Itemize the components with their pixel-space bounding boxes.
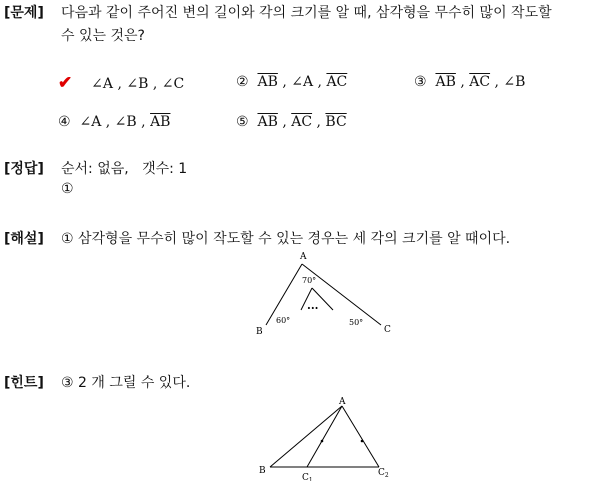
vertex-a: A: [339, 397, 346, 407]
vertex-b: B: [259, 466, 266, 476]
option-5-num: ⑤: [236, 114, 249, 130]
segment-ab: $\overline{AB}$: [150, 114, 171, 130]
angle-b-label: 60°: [276, 316, 291, 325]
vertex-c: C: [384, 325, 391, 335]
segment-ab: $\overline{AB}$: [435, 74, 456, 90]
explanation-text: ① 삼각형을 무수히 많이 작도할 수 있는 경우는 세 각의 크기를 알 때이다.: [61, 231, 511, 247]
hint-triangle-figure: [255, 394, 395, 481]
option-4: ④ ∠A , ∠B , $\overline{AB}$: [58, 114, 171, 130]
hint-tag: [힌트]: [4, 375, 44, 391]
side-ac2: [342, 406, 379, 467]
angle-c-label: 50°: [349, 318, 364, 327]
segment-ac: $\overline{AC}$: [469, 74, 491, 90]
option-5: ⑤ $\overline{AB}$ , $\overline{AC}$ , $\overline{BC}$: [236, 114, 347, 130]
option-3-num: ③: [414, 74, 427, 90]
option-2-num: ②: [236, 74, 249, 90]
angle-a-label: 70°: [302, 276, 317, 285]
segment-ac: $\overline{AC}$: [291, 114, 313, 130]
problem-line2: 수 있는 것은?: [61, 28, 145, 44]
option-1-text: ∠A , ∠B , ∠C: [91, 76, 185, 92]
segment-bc: $\overline{BC}$: [325, 114, 347, 130]
segment-ab: $\overline{AB}$: [257, 114, 278, 130]
side-ac1: [307, 406, 342, 467]
problem-tag: [문제]: [4, 5, 44, 21]
angle-b: ∠B: [114, 114, 137, 130]
vertex-c1: $C_1$: [302, 473, 313, 481]
angle-b: ∠B: [503, 74, 526, 90]
option-3: ③ $\overline{AB}$ , $\overline{AC}$ , ∠B: [414, 74, 526, 90]
angle-a: ∠A: [79, 114, 102, 130]
option-4-num: ④: [58, 114, 71, 130]
side-ac: [302, 264, 381, 325]
angle-a: ∠A: [291, 74, 314, 90]
ellipsis-dots: ...: [307, 299, 319, 312]
hint-text: ③ 2 개 그릴 수 있다.: [61, 375, 191, 391]
vertex-a: A: [300, 252, 307, 262]
explanation-tag: [해설]: [4, 231, 44, 247]
explanation-triangle-figure: [245, 248, 405, 340]
check-icon: ✔: [58, 73, 73, 93]
tick-mark: [361, 440, 364, 443]
side-ab: [270, 406, 342, 467]
vertex-b: B: [256, 327, 263, 337]
segment-ab: $\overline{AB}$: [257, 74, 278, 90]
option-2: ② $\overline{AB}$ , ∠A , $\overline{AC}$: [236, 74, 348, 90]
answer-line1: 순서: 없음, 갯수: 1: [61, 161, 188, 177]
segment-ac: $\overline{AC}$: [326, 74, 348, 90]
answer-tag: [정답]: [4, 161, 44, 177]
answer-line2: ①: [61, 181, 74, 197]
tick-mark: [321, 440, 324, 443]
option-1: [58, 73, 184, 93]
problem-line1: 다음과 같이 주어진 변의 길이와 각의 크기를 알 때, 삼각형을 무수히 많이 작도할: [61, 5, 552, 21]
vertex-c2: $C_2$: [378, 468, 389, 479]
